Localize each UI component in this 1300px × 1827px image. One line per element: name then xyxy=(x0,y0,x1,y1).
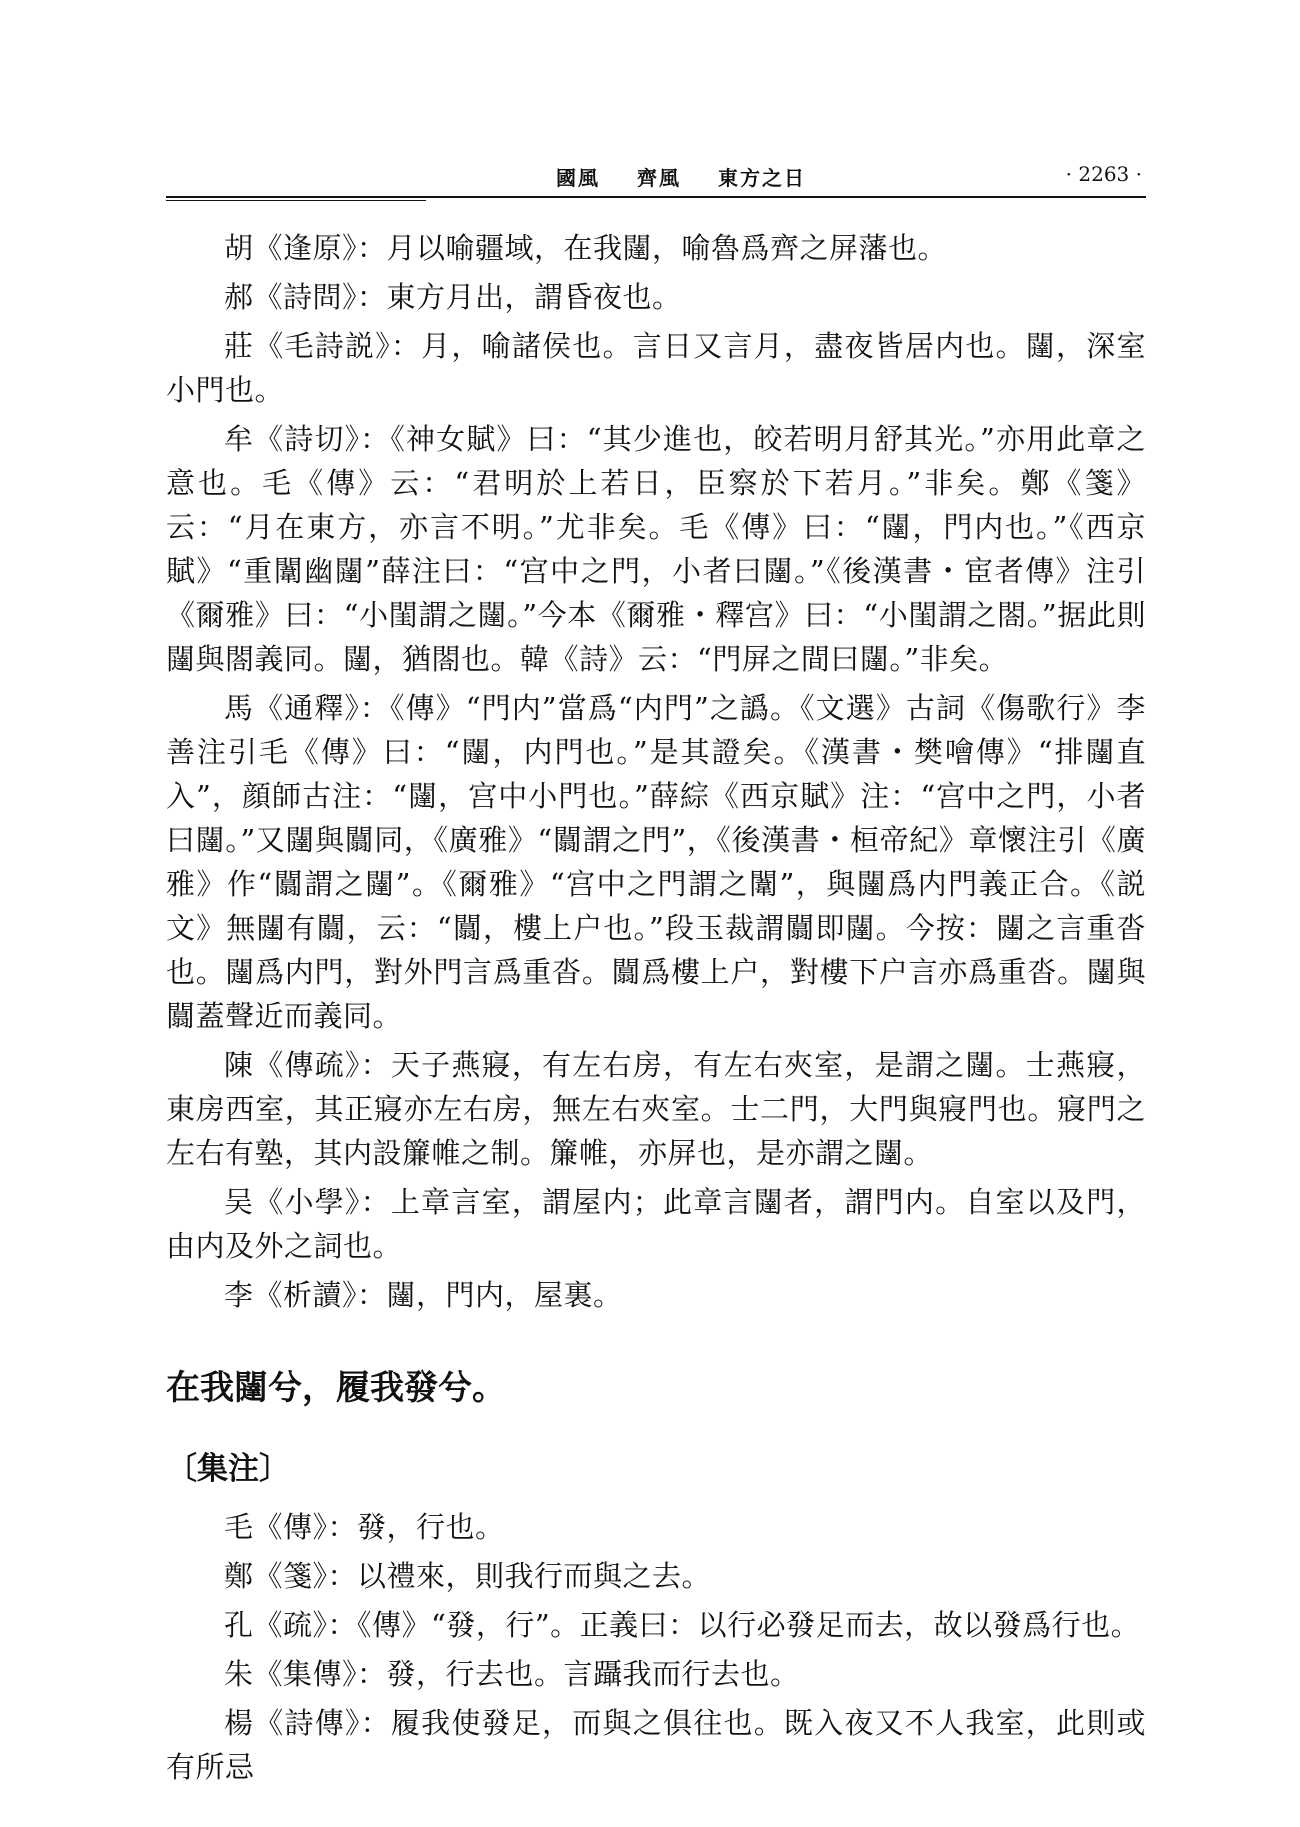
page-number: · 2263 · xyxy=(1065,162,1142,186)
commentary-entry: 牟《詩切》：《神女賦》曰：“其少進也，皎若明月舒其光。”亦用此章之意也。毛《傳》云：“君明於上若日，臣察於下若月。”非矣。鄭《箋》云：“月在東方，亦言不明。”尤非矣。毛《傳》曰：“闥，門内也。”《西京賦》“重闈幽闥”薛注曰：“宫中之門，小者曰闥。”《後漢書・宦者傳》注引《爾雅》曰：“小閨謂之闥。”今本《爾雅・釋宫》曰：“小閨謂之閤。”据此則闥與閤義同。闥，猶閤也。韓《詩》云：“門屏之間曰闥。”非矣。 xyxy=(166,422,1146,676)
commentary-entry: 孔《疏》：《傳》“發，行”。正義曰：以行必發足而去，故以發爲行也。 xyxy=(224,1608,1141,1642)
header-title xyxy=(166,162,1146,191)
header-subsection: 齊風 xyxy=(637,166,681,190)
commentary-entry: 楊《詩傳》：履我使發足，而與之俱往也。既入夜又不人我室，此則或有所忌 xyxy=(166,1706,1146,1784)
commentary-entry: 郝《詩問》：東方月出，謂昏夜也。 xyxy=(224,280,682,314)
commentary-entry: 胡《逢原》：月以喻疆域，在我闥，喻魯爲齊之屏藩也。 xyxy=(224,231,948,265)
commentary-entry: 陳《傳疏》：天子燕寢，有左右房，有左右夾室，是謂之闥。士燕寢，東房西室，其正寢亦左右房，無左右夾室。士二門，大門與寢門也。寢門之左右有塾，其内設簾帷之制。簾帷，亦屏也，是亦謂之闥。 xyxy=(166,1048,1146,1170)
commentary-entry: 李《析讀》：闥，門内，屋裏。 xyxy=(224,1278,623,1312)
header-rule xyxy=(166,196,1146,198)
section-label: 〔集注〕 xyxy=(166,1451,290,1487)
running-header xyxy=(166,156,1146,192)
page-body xyxy=(166,226,1146,1794)
header-rule-thin xyxy=(166,200,426,201)
commentary-entry: 馬《通釋》：《傳》“門内”當爲“内門”之譌。《文選》古詞《傷歌行》李善注引毛《傳》曰：“闥，内門也。”是其證矣。《漢書・樊噲傳》“排闥直入”，顔師古注：“闥，宫中小門也。”薛綜《西京賦》注：“宫中之門，小者曰闥。”又闥與闒同，《廣雅》“闒謂之門”，《後漢書・桓帝紀》章懷注引《廣雅》作“闒謂之闥”。《爾雅》“宫中之門謂之闈”，與闥爲内門義正合。《説文》無闥有闒，云：“闒，樓上户也。”段玉裁謂闒即闥。今按：闥之言重沓也。闥爲内門，對外門言爲重沓。闒爲樓上户，對樓下户言亦爲重沓。闥與闒蓋聲近而義同。 xyxy=(166,691,1146,1033)
commentary-entry: 毛《傳》：發，行也。 xyxy=(224,1510,505,1544)
commentary-entry: 朱《集傳》：發，行去也。言躡我而行去也。 xyxy=(224,1657,800,1691)
commentary-entry: 莊《毛詩説》：月，喻諸侯也。言日又言月，盡夜皆居内也。闥，深室小門也。 xyxy=(166,329,1146,407)
header-section: 國風 xyxy=(556,166,601,190)
commentary-entry: 鄭《箋》：以禮來，則我行而與之去。 xyxy=(224,1559,712,1593)
header-poem: 東方之日 xyxy=(717,166,806,190)
verse-line: 在我闥兮，履我發兮。 xyxy=(166,1368,506,1408)
commentary-entry: 吴《小學》：上章言室，謂屋内；此章言闥者，謂門内。自室以及門，由内及外之詞也。 xyxy=(166,1185,1146,1263)
